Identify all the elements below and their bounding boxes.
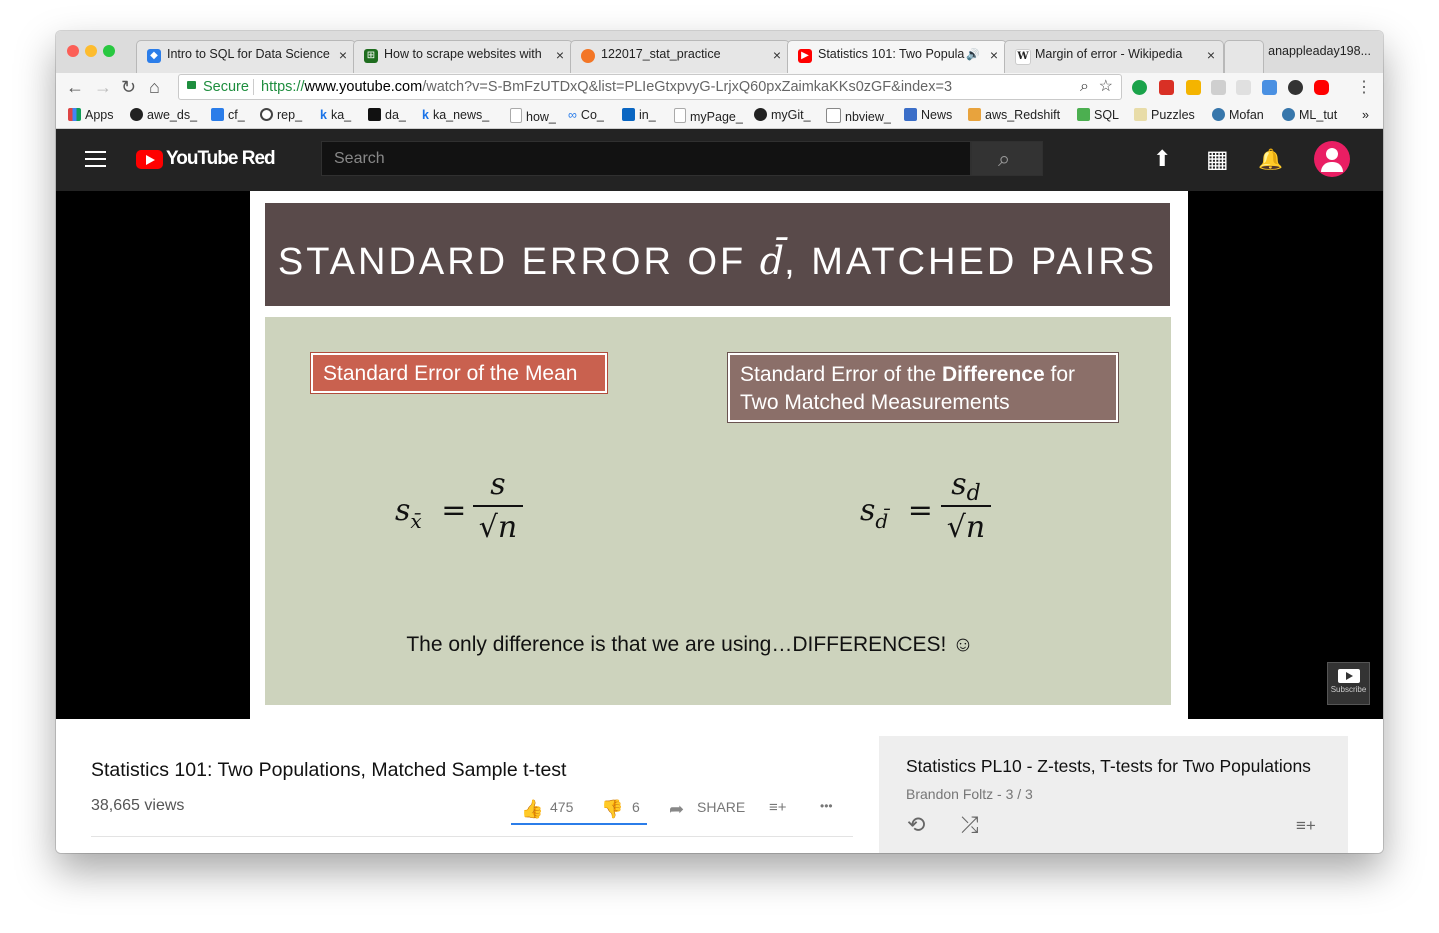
- share-button[interactable]: SHARE: [697, 799, 746, 815]
- bookmark-rep[interactable]: [260, 108, 302, 122]
- like-icon[interactable]: 👍: [521, 799, 544, 819]
- page-icon: [510, 108, 522, 123]
- tab-close-icon[interactable]: ×: [1206, 47, 1215, 63]
- puzzle-icon: [1134, 108, 1147, 121]
- tab-scrape-websites[interactable]: [353, 40, 573, 73]
- bookmark-label: Puzzles: [1151, 108, 1195, 122]
- nb-icon: [826, 108, 841, 123]
- playlist-panel: [879, 736, 1348, 853]
- bookmark-label: awe_ds_: [147, 108, 198, 122]
- url-path: /watch?v=S-BmFzUTDxQ&list=PLIeGtxpvyG-LrjxQ60pxZaimkaKKs0zGF&index=3: [422, 79, 953, 95]
- bookmark-label: cf_: [228, 108, 245, 122]
- bookmark-mofan[interactable]: [1212, 108, 1264, 122]
- tab-close-icon[interactable]: ×: [338, 47, 347, 63]
- tab-title: Margin of error - Wikipedia: [1035, 47, 1183, 61]
- speaker-icon[interactable]: 🔊: [966, 49, 980, 61]
- bookmark-news[interactable]: [904, 108, 952, 122]
- fraction-bar: [941, 505, 991, 507]
- extension-book-icon[interactable]: [1159, 80, 1174, 95]
- youtube-icon: ▶: [798, 49, 812, 63]
- bookmark-label: ka_: [330, 108, 352, 122]
- book-icon: ⊞: [364, 49, 378, 63]
- bookmark-cf[interactable]: [211, 108, 245, 122]
- avatar-head: [1326, 148, 1338, 160]
- slide-title-pre: STANDARD ERROR OF: [277, 241, 760, 283]
- bookmark-label: Mofan: [1229, 108, 1264, 122]
- python-icon: [1282, 108, 1295, 121]
- bookmark-mygit[interactable]: [754, 108, 811, 122]
- tab-statistics-101[interactable]: [787, 40, 1007, 73]
- bookmark-label: myGit_: [771, 108, 811, 122]
- news-icon: [904, 108, 917, 121]
- bookmark-mypage[interactable]: [674, 108, 743, 124]
- t-icon: [368, 108, 381, 121]
- formula-lhs: s: [860, 493, 876, 528]
- bookmark-label: how_: [526, 110, 556, 124]
- playlist-add-icon[interactable]: ≡+: [1296, 816, 1316, 835]
- bookmark-ml-tut[interactable]: [1282, 108, 1337, 122]
- secure-label: Secure: [203, 79, 249, 95]
- extension-youtube-icon[interactable]: [1314, 80, 1329, 95]
- search-button[interactable]: [971, 141, 1043, 176]
- tab-close-icon[interactable]: ×: [989, 47, 998, 63]
- slide-title: [265, 203, 1170, 306]
- play-icon: [1338, 669, 1360, 683]
- video-player[interactable]: [56, 191, 1383, 719]
- box-text: for Two Matched Measurements: [740, 363, 1075, 414]
- github-icon: [754, 108, 767, 121]
- subscribe-watermark-button[interactable]: [1327, 662, 1370, 705]
- slide-tagline: The only difference is that we are using…DIFFERENCES! ☺: [406, 633, 974, 656]
- tab-title: Intro to SQL for Data Science: [167, 47, 330, 61]
- bookmark-label: rep_: [277, 108, 303, 122]
- linkedin-icon: [622, 108, 635, 121]
- video-title: Statistics 101: Two Populations, Matched Sample t-test: [91, 759, 567, 781]
- back-button[interactable]: ←: [66, 77, 84, 97]
- tab-title: Statistics 101: Two Popula: [818, 47, 965, 61]
- github-icon: [130, 108, 143, 121]
- youtube-logo-icon[interactable]: [136, 150, 163, 169]
- playlist-title[interactable]: Statistics PL10 - Z-tests, T-tests for Two Populations: [906, 756, 1311, 776]
- apps-grid-icon: [68, 108, 81, 121]
- forward-button[interactable]: →: [94, 77, 112, 97]
- bookmark-label: Apps: [85, 108, 114, 122]
- k-icon: k: [320, 108, 327, 122]
- bookmark-label: Co_: [580, 108, 604, 122]
- browser-toolbar: [56, 73, 1383, 103]
- bookmark-label: ka_news_: [432, 108, 490, 122]
- browser-window: [56, 31, 1383, 853]
- search-input[interactable]: Search: [321, 141, 971, 176]
- like-count[interactable]: 475: [550, 799, 574, 815]
- bookmark-ka-news[interactable]: [422, 108, 489, 122]
- formula-denominator: √n: [478, 510, 518, 545]
- bookmark-co[interactable]: [568, 108, 604, 122]
- bookmark-sql[interactable]: [1077, 108, 1119, 122]
- zoom-icon[interactable]: ⌕: [1080, 78, 1089, 95]
- sentiment-bar: [511, 823, 647, 825]
- cube-icon: [968, 108, 981, 121]
- bookmarks-bar: [56, 103, 1383, 129]
- bookmark-label: myPage_: [690, 110, 743, 124]
- loop-icon[interactable]: ⟲: [907, 812, 926, 837]
- bookmark-label: News: [921, 108, 953, 122]
- avatar-body: [1321, 162, 1343, 172]
- bookmark-how[interactable]: [510, 108, 556, 124]
- video-frame-slide: [250, 191, 1188, 719]
- youtube-logo-text[interactable]: YouTube Red: [166, 148, 275, 169]
- more-actions-icon[interactable]: •••: [820, 799, 833, 813]
- divider: [91, 836, 853, 837]
- label-standard-error-difference: [728, 353, 1118, 422]
- tab-margin-of-error[interactable]: [1004, 40, 1224, 73]
- bookmark-nbview[interactable]: [826, 108, 891, 124]
- add-to-playlist-icon[interactable]: ≡+: [769, 799, 787, 816]
- bookmark-label: SQL: [1094, 108, 1120, 122]
- formula-lhs-sub: d̄: [875, 509, 889, 533]
- tab-title: How to scrape websites with: [384, 47, 542, 61]
- view-count: 38,665 views: [91, 797, 185, 814]
- extension-python-icon[interactable]: [1186, 80, 1201, 95]
- extension-plus-icon[interactable]: [1236, 80, 1251, 95]
- notifications-bell-icon[interactable]: 🔔: [1258, 149, 1283, 171]
- avatar[interactable]: [1314, 141, 1350, 177]
- bookmark-star-icon[interactable]: ☆: [1098, 78, 1113, 95]
- playlist-subtitle[interactable]: Brandon Foltz - 3 / 3: [906, 786, 1033, 802]
- formula-numerator: s: [490, 467, 506, 502]
- formula-equals: =: [441, 493, 467, 528]
- formula-fraction-left: [473, 467, 523, 545]
- lock-icon: [187, 81, 196, 89]
- formula-standard-error-mean: [395, 493, 467, 533]
- tab-close-icon[interactable]: ×: [555, 47, 564, 63]
- formula-fraction-right: [941, 467, 991, 545]
- video-info: [56, 719, 1383, 853]
- bookmark-label: ML_tut: [1299, 108, 1338, 122]
- extension-gear-icon[interactable]: [1288, 80, 1303, 95]
- formula-lhs: s: [395, 493, 411, 528]
- bookmark-aws-redshift[interactable]: [968, 108, 1060, 122]
- formula-standard-error-difference: [860, 493, 933, 533]
- bookmark-puzzles[interactable]: [1134, 108, 1195, 122]
- url-scheme: https://: [261, 79, 305, 95]
- slide-body: [265, 317, 1171, 705]
- bookmark-ka[interactable]: [320, 108, 351, 122]
- k-icon: k: [422, 108, 429, 122]
- reload-button[interactable]: ↻: [121, 77, 137, 97]
- hamburger-menu-icon[interactable]: [85, 151, 106, 172]
- sql-icon: [1077, 108, 1090, 121]
- maximize-window-button[interactable]: [103, 45, 115, 57]
- profile-name[interactable]: anappleaday198...: [1268, 44, 1371, 58]
- formula-denominator: √n: [946, 510, 986, 545]
- bookmark-label: nbview_: [845, 110, 891, 124]
- box-text-bold: Difference: [941, 363, 1045, 386]
- search-icon: ⌕: [998, 146, 1011, 171]
- subscribe-label: Subscribe: [1330, 685, 1367, 694]
- tab-strip: [56, 31, 1383, 73]
- url-host: www.youtube.com: [304, 79, 423, 95]
- address-bar[interactable]: [178, 74, 1122, 100]
- bookmark-label: da_: [385, 108, 406, 122]
- box-text: Standard Error of the: [740, 363, 942, 386]
- bookmark-da[interactable]: [368, 108, 406, 122]
- url-text[interactable]: [261, 75, 952, 99]
- python-icon: [1212, 108, 1225, 121]
- tab-intro-sql[interactable]: [136, 40, 356, 73]
- page-icon: [674, 108, 686, 123]
- dislike-count[interactable]: 6: [632, 799, 640, 815]
- bookmark-label: aws_Redshift: [985, 108, 1061, 122]
- bookmarks-overflow-button[interactable]: »: [1362, 108, 1369, 122]
- share-icon[interactable]: ➦: [669, 799, 685, 819]
- divider: [253, 79, 254, 95]
- bookmark-in[interactable]: [622, 108, 656, 122]
- bookmark-label: in_: [639, 108, 656, 122]
- slide-title-post: , MATCHED PAIRS: [784, 241, 1158, 283]
- extension-gray-icon[interactable]: [1211, 80, 1226, 95]
- formula-equals: =: [907, 493, 933, 528]
- extension-evernote-icon[interactable]: [1132, 80, 1147, 95]
- formula-numerator-sub: d: [966, 481, 981, 506]
- formula-numerator: s: [951, 467, 967, 502]
- slide-title-var: d̄: [759, 239, 785, 283]
- tab-close-icon[interactable]: ×: [772, 47, 781, 63]
- minimize-window-button[interactable]: [85, 45, 97, 57]
- shield-icon: ◆: [147, 49, 161, 63]
- wikipedia-icon: W: [1015, 49, 1031, 65]
- label-standard-error-mean: Standard Error of the Mean: [311, 353, 607, 393]
- formula-lhs-sub: x̄: [410, 509, 422, 533]
- shuffle-icon[interactable]: ⤮: [961, 812, 979, 837]
- home-button[interactable]: ⌂: [149, 77, 160, 97]
- extension-window-icon[interactable]: [1262, 80, 1277, 95]
- upload-icon[interactable]: ⬆: [1153, 146, 1172, 171]
- dislike-icon[interactable]: 👎: [601, 799, 624, 819]
- fraction-bar: [473, 505, 523, 507]
- youtube-header: [56, 129, 1383, 191]
- close-window-button[interactable]: [67, 45, 79, 57]
- browser-menu-icon[interactable]: ⋮: [1356, 79, 1372, 96]
- circle-icon: [260, 108, 273, 121]
- jupyter-icon: [581, 49, 595, 63]
- infinity-icon: ∞: [568, 108, 577, 122]
- bookmark-apps[interactable]: [68, 108, 114, 122]
- cf-icon: [211, 108, 224, 121]
- window-controls: [67, 44, 121, 62]
- tab-stat-practice[interactable]: [570, 40, 790, 73]
- bookmark-awe-ds[interactable]: [130, 108, 197, 122]
- new-tab-button[interactable]: [1224, 40, 1264, 73]
- tab-title: 122017_stat_practice: [601, 47, 721, 61]
- apps-grid-icon[interactable]: ▦: [1206, 146, 1229, 173]
